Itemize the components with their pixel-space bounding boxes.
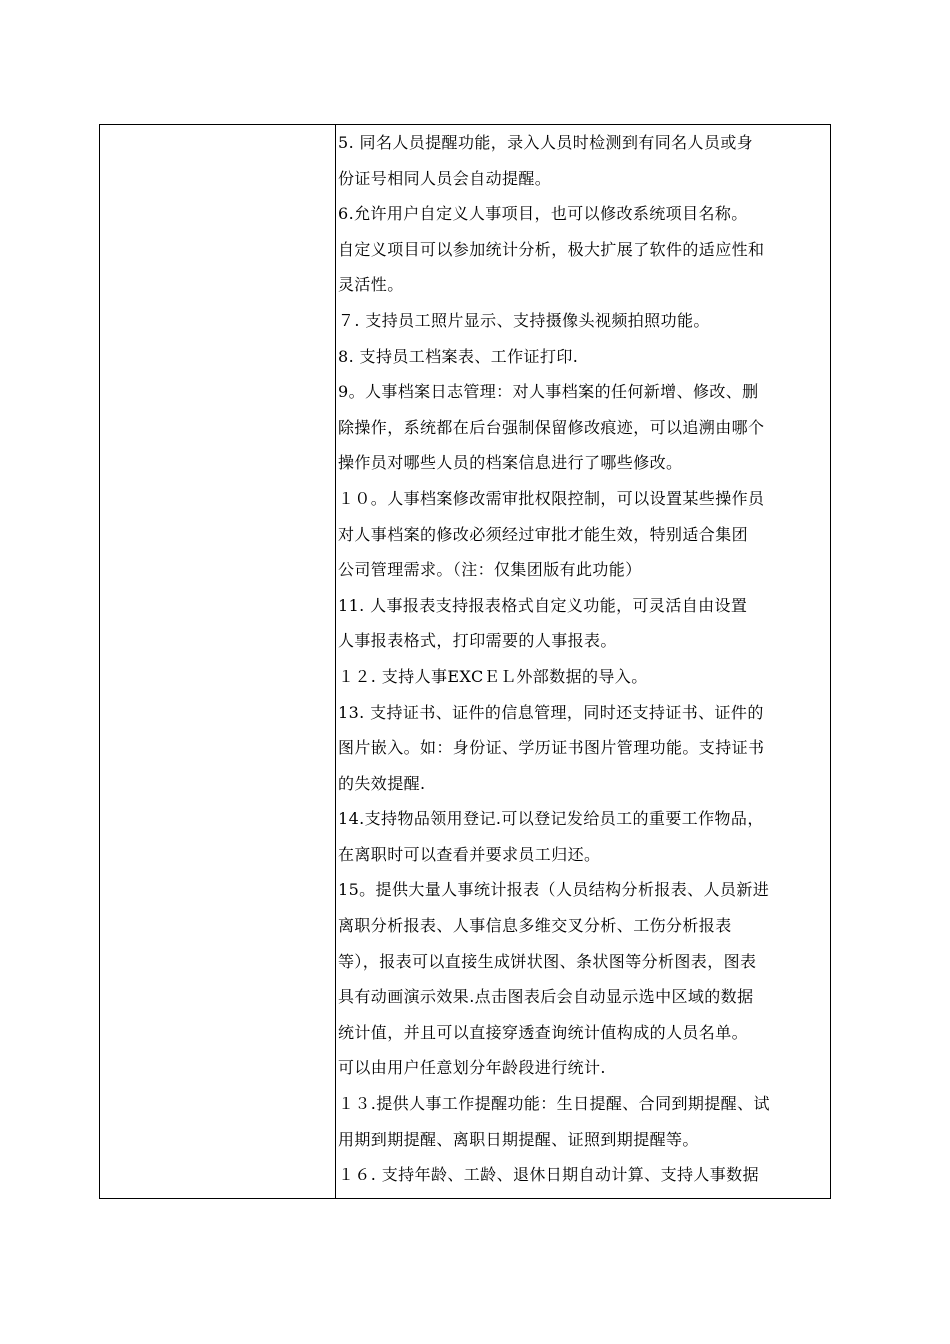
text-line: 等），报表可以直接生成饼状图、条状图等分析图表，图表 — [338, 951, 757, 971]
text-line: 离职分析报表、人事信息多维交叉分析、工伤分析报表 — [338, 916, 732, 936]
text-line: 8. 支持员工档案表、工作证打印. — [338, 346, 579, 366]
text-line: 13. 支持证书、证件的信息管理，同时还支持证书、证件的 — [338, 702, 764, 722]
text-line: 5. 同名人员提醒功能，录入人员时检测到有同名人员或身 — [338, 133, 754, 152]
empty-label-cell — [100, 125, 336, 1198]
text-line: 人事报表格式，打印需要的人事报表。 — [338, 631, 617, 651]
text-line: 在离职时可以查看并要求员工归还。 — [338, 844, 601, 864]
text-line: １６. 支持年龄、工龄、退休日期自动计算、支持人事数据 — [338, 1165, 759, 1185]
text-line: １３.提供人事工作提醒功能：生日提醒、合同到期提醒、试 — [338, 1094, 770, 1114]
text-line: 图片嵌入。如：身份证、学历证书图片管理功能。支持证书 — [338, 738, 765, 758]
text-line: 操作员对哪些人员的档案信息进行了哪些修改。 — [338, 453, 683, 473]
content-table — [99, 124, 831, 1199]
text-line: 统计值，并且可以直接穿透查询统计值构成的人员名单。 — [338, 1022, 749, 1042]
text-line: 15。提供大量人事统计报表（人员结构分析报表、人员新进 — [338, 880, 770, 900]
text-line: 9。人事档案日志管理：对人事档案的任何新增、修改、删 — [338, 382, 759, 402]
text-line: 具有动画演示效果.点击图表后会自动显示选中区域的数据 — [338, 987, 754, 1007]
text-line: １０。人事档案修改需审批权限控制，可以设置某些操作员 — [338, 488, 765, 508]
text-line: ７. 支持员工照片显示、支持摄像头视频拍照功能。 — [338, 310, 710, 330]
text-line: １２. 支持人事EXCＥＬ外部数据的导入。 — [338, 666, 648, 686]
text-line: 6.允许用户自定义人事项目，也可以修改系统项目名称。 — [338, 204, 748, 224]
text-line: 14.支持物品领用登记.可以登记发给员工的重要工作物品， — [338, 809, 764, 829]
text-line: 灵活性。 — [338, 275, 404, 295]
text-line: 11. 人事报表支持报表格式自定义功能，可灵活自由设置 — [338, 595, 748, 615]
text-line: 可以由用户任意划分年龄段进行统计. — [338, 1058, 606, 1078]
text-line: 用期到期提醒、离职日期提醒、证照到期提醒等。 — [338, 1129, 699, 1149]
feature-description-cell — [336, 125, 830, 1198]
text-line: 对人事档案的修改必须经过审批才能生效，特别适合集团 — [338, 524, 749, 544]
text-line: 除操作，系统都在后台强制保留修改痕迹，可以追溯由哪个 — [338, 417, 765, 437]
text-line: 公司管理需求。（注：仅集团版有此功能） — [338, 560, 642, 580]
feature-text-block — [338, 125, 828, 1193]
text-line: 份证号相同人员会自动提醒。 — [338, 168, 552, 188]
text-line: 的失效提醒. — [338, 773, 426, 793]
text-line: 自定义项目可以参加统计分析，极大扩展了软件的适应性和 — [338, 239, 765, 259]
